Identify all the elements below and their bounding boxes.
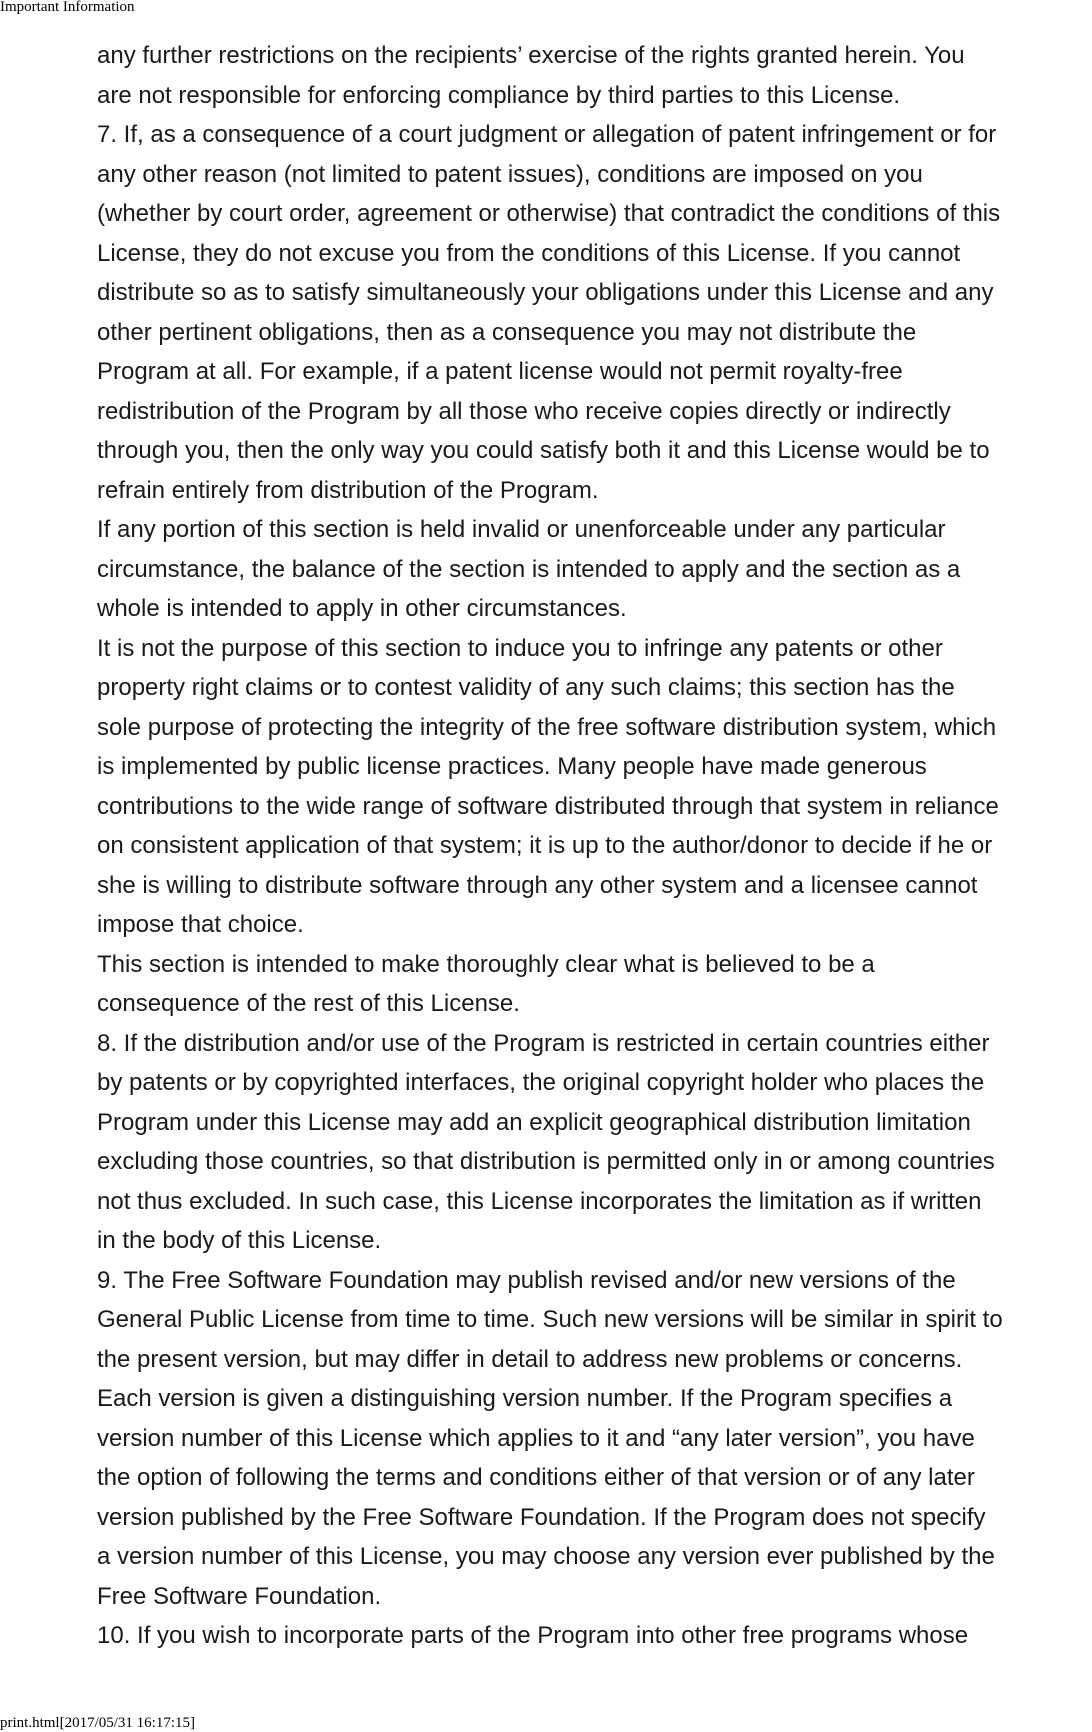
text-line: 7. If, as a consequence of a court judgment or allegation of patent infringement or for [97, 121, 997, 148]
text-line: This section is intended to make thoroughly clear what is believed to be a [97, 950, 875, 978]
text-line: she is willing to distribute software through any other system and a licensee cannot [97, 871, 978, 899]
text-line: impose that choice. [97, 911, 304, 938]
text-line: are not responsible for enforcing compliance by third parties to this License. [97, 81, 901, 109]
text-line: refrain entirely from distribution of the Program. [97, 476, 599, 504]
text-line: 8. If the distribution and/or use of the Program is restricted in certain countries either [97, 1029, 990, 1057]
text-line: distribute so as to satisfy simultaneously your obligations under this License and any [97, 279, 994, 306]
text-line: through you, then the only way you could satisfy both it and this License would be to [97, 437, 990, 464]
license-text [97, 36, 1092, 1656]
text-line: not thus excluded. In such case, this License incorporates the limitation as if written [97, 1187, 982, 1215]
text-line: the present version, but may differ in detail to address new problems or concerns. [97, 1345, 963, 1373]
text-line: (whether by court order, agreement or otherwise) that contradict the conditions of this [97, 200, 1001, 227]
text-line: excluding those countries, so that distribution is permitted only in or among countries [97, 1148, 995, 1175]
text-line: property right claims or to contest validity of any such claims; this section has the [97, 674, 955, 701]
text-line: Program under this License may add an explicit geographical distribution limitation [97, 1108, 971, 1136]
text-line: 9. The Free Software Foundation may publish revised and/or new versions of the [97, 1266, 956, 1294]
page-footer-url: print.html[2017/05/31 16:17:15] [0, 1715, 195, 1731]
text-line: version published by the Free Software Foundation. If the Program does not specify [97, 1503, 986, 1531]
text-line: other pertinent obligations, then as a consequence you may not distribute the [97, 318, 917, 346]
text-line: the option of following the terms and conditions either of that version or of any later [97, 1464, 975, 1491]
text-line: whole is intended to apply in other circumstances. [97, 595, 627, 622]
page-header-title: Important Information [0, 0, 135, 15]
text-line: by patents or by copyrighted interfaces, the original copyright holder who places the [97, 1069, 985, 1096]
text-line: any other reason (not limited to patent issues), conditions are imposed on you [97, 160, 923, 188]
text-line: contributions to the wide range of software distributed through that system in reliance [97, 792, 999, 820]
text-line: version number of this License which applies to it and “any later version”, you have [97, 1424, 975, 1452]
text-line: Free Software Foundation. [97, 1582, 382, 1610]
text-line: sole purpose of protecting the integrity of the free software distribution system, which [97, 713, 997, 741]
text-line: any further restrictions on the recipients’ exercise of the rights granted herein. You [97, 42, 965, 69]
text-line: a version number of this License, you may choose any version ever published by the [97, 1543, 995, 1570]
text-line: License, they do not excuse you from the conditions of this License. If you cannot [97, 239, 961, 267]
text-line: Program at all. For example, if a patent license would not permit royalty-free [97, 358, 903, 385]
text-line: is implemented by public license practices. Many people have made generous [97, 753, 927, 780]
text-line: Each version is given a distinguishing version number. If the Program specifies a [97, 1385, 953, 1412]
text-line: in the body of this License. [97, 1227, 382, 1254]
text-line: consequence of the rest of this License. [97, 990, 520, 1017]
text-line: General Public License from time to time. Such new versions will be similar in spirit to [97, 1306, 1003, 1333]
text-line: on consistent application of that system; it is up to the author/donor to decide if he or [97, 832, 993, 859]
text-line: redistribution of the Program by all those who receive copies directly or indirectly [97, 397, 951, 425]
text-line: 10. If you wish to incorporate parts of the Program into other free programs whose [97, 1622, 969, 1649]
text-line: circumstance, the balance of the section is intended to apply and the section as a [97, 555, 961, 583]
text-line: It is not the purpose of this section to induce you to infringe any patents or other [97, 634, 943, 662]
text-line: If any portion of this section is held invalid or unenforceable under any particular [97, 516, 946, 543]
